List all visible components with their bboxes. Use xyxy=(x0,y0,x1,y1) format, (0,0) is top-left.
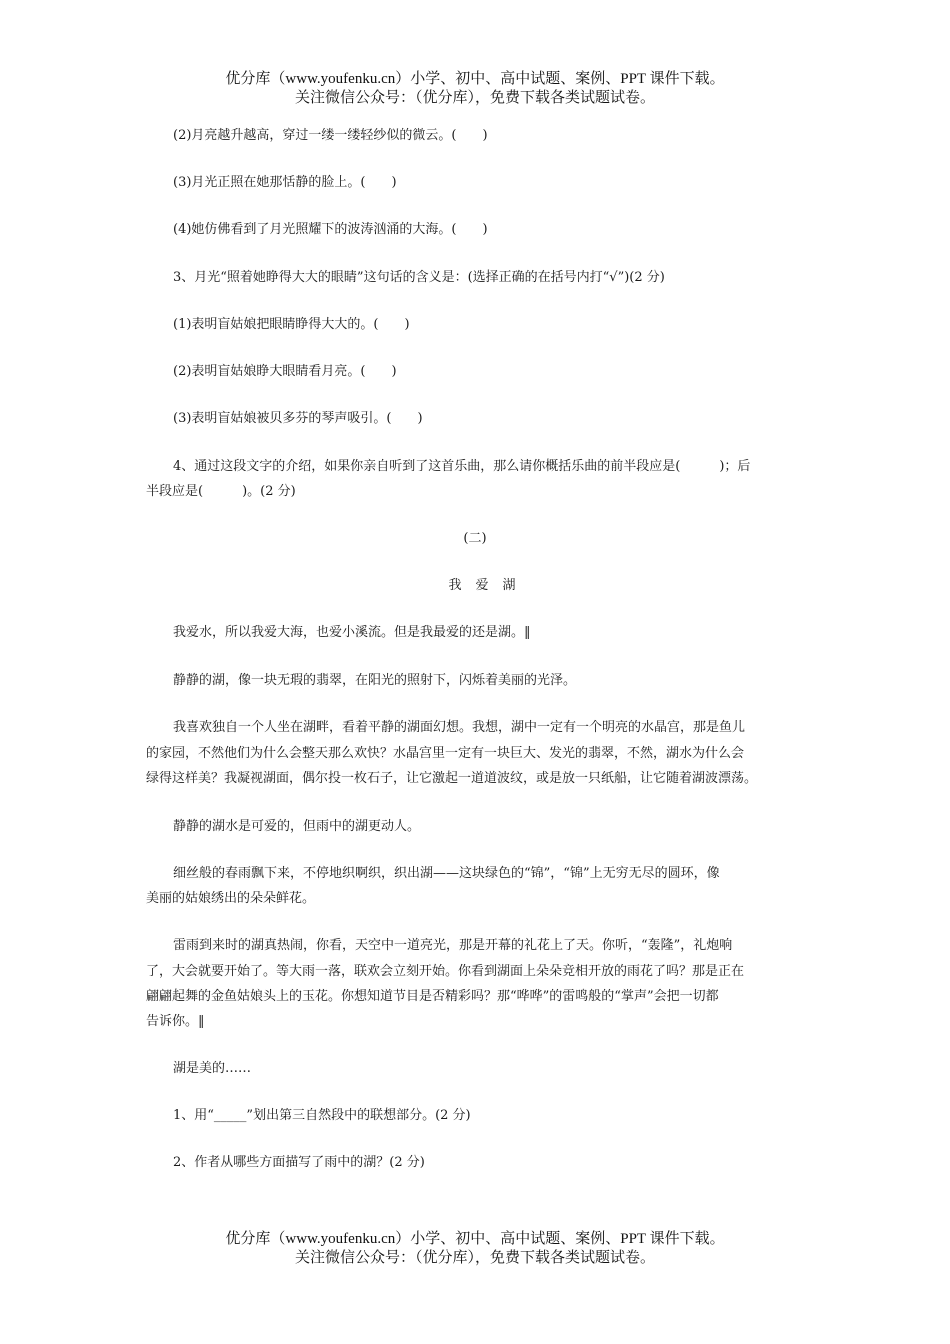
paragraph-6-line-1: 雷雨到来时的湖真热闹，你看，天空中一道亮光，那是开幕的礼花上了天。你听，“轰隆”，礼炮响 xyxy=(173,938,733,953)
question-2-option-4: (4)她仿佛看到了月光照耀下的波涛汹涌的大海。( ) xyxy=(173,222,488,237)
question-2-option-3: (3)月光正照在她那恬静的脸上。( ) xyxy=(173,175,397,190)
question-3-option-2: (2)表明盲姑娘睁大眼睛看月亮。( ) xyxy=(173,364,397,379)
question-4-line-1: 4、通过这段文字的介绍，如果你亲自听到了这首乐曲，那么请你概括乐曲的前半段应是( )；后 xyxy=(173,459,751,474)
exercise-question-1: 1、用“_____”划出第三自然段中的联想部分。(2 分) xyxy=(173,1108,471,1123)
paragraph-3-line-2: 的家园，不然他们为什么会整天那么欢快？水晶宫里一定有一块巨大、发光的翡翠，不然，湖水为什么会 xyxy=(146,746,745,761)
footer-line-1: 优分库（www.youfenku.cn）小学、初中、高中试题、案例、PPT 课件下载。 xyxy=(225,1231,725,1247)
question-3-option-1: (1)表明盲姑娘把眼睛睁得大大的。( ) xyxy=(173,317,410,332)
question-4-line-2: 半段应是( )。(2 分) xyxy=(146,484,296,499)
paragraph-7: 湖是美的…… xyxy=(173,1061,252,1076)
question-3: 3、月光“照着她睁得大大的眼睛”这句话的含义是：(选择正确的在括号内打“√”)(2 分) xyxy=(173,270,665,285)
paragraph-5-line-1: 细丝般的春雨飘下来，不停地织啊织，织出湖——这块绿色的“锦”，“锦”上无穷无尽的圆环，像 xyxy=(173,866,720,881)
paragraph-2: 静静的湖，像一块无瑕的翡翠，在阳光的照射下，闪烁着美丽的光泽。 xyxy=(173,673,577,688)
page-footer xyxy=(0,1230,950,1268)
paragraph-6-line-3: 翩翩起舞的金鱼姑娘头上的玉花。你想知道节目是否精彩吗？那“哗哗”的雷鸣般的“掌声”会把一切都 xyxy=(146,989,719,1004)
question-3-option-3: (3)表明盲姑娘被贝多芬的琴声吸引。( ) xyxy=(173,411,423,426)
paragraph-1: 我爱水，所以我爱大海，也爱小溪流。但是我最爱的还是湖。‖ xyxy=(173,625,531,640)
header-line-1: 优分库（www.youfenku.cn）小学、初中、高中试题、案例、PPT 课件下载。 xyxy=(225,71,725,87)
paragraph-6-line-2: 了，大会就要开始了。等大雨一落，联欢会立刻开始。你看到湖面上朵朵竞相开放的雨花了吗？那是正在 xyxy=(146,964,745,979)
paragraph-3-line-3: 绿得这样美？我凝视湖面，偶尔投一枚石子，让它激起一道道波纹，或是放一只纸船，让它随着湖波漂荡。 xyxy=(146,771,758,786)
page-header xyxy=(0,70,950,108)
footer-line-2: 关注微信公众号：（优分库），免费下载各类试题试卷。 xyxy=(294,1250,655,1266)
exercise-question-2: 2、作者从哪些方面描写了雨中的湖？(2 分) xyxy=(173,1155,425,1170)
article-title: 我爱湖 xyxy=(448,578,530,593)
header-line-2: 关注微信公众号：（优分库），免费下载各类试题试卷。 xyxy=(294,90,655,106)
paragraph-5-line-2: 美丽的姑娘绣出的朵朵鲜花。 xyxy=(146,891,316,906)
paragraph-3-line-1: 我喜欢独自一个人坐在湖畔，看着平静的湖面幻想。我想，湖中一定有一个明亮的水晶宫，那是鱼儿 xyxy=(173,720,746,735)
section-heading: (二) xyxy=(463,531,487,546)
paragraph-4: 静静的湖水是可爱的，但雨中的湖更动人。 xyxy=(173,819,421,834)
question-2-option-2: (2)月亮越升越高，穿过一缕一缕轻纱似的微云。( ) xyxy=(173,128,488,143)
paragraph-6-line-4: 告诉你。‖ xyxy=(146,1014,205,1029)
